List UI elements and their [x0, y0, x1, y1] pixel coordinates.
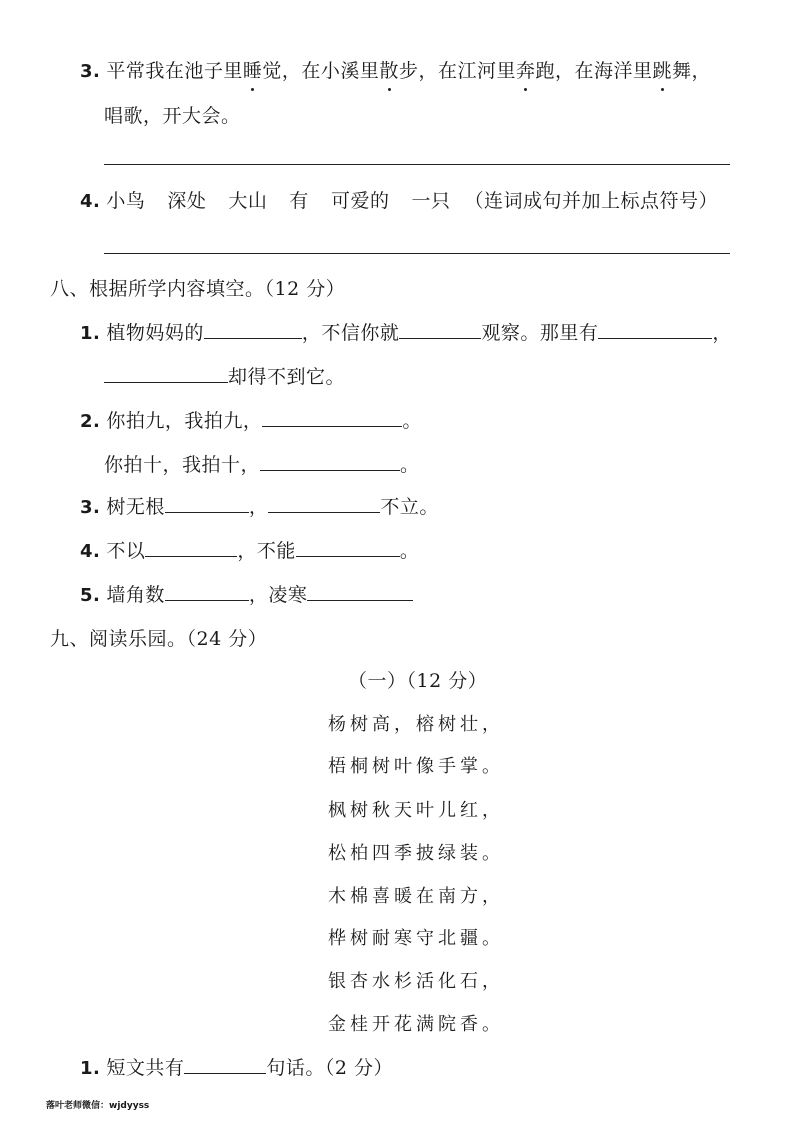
word-tile: 有 [289, 190, 309, 212]
s8-q3-text-c: 不立。 [380, 496, 439, 518]
poem-line: 金桂开花满院香。 [328, 1014, 504, 1035]
s8-q5-text-a: 墙角数 [106, 584, 165, 606]
s9-q1-line [80, 1053, 393, 1080]
fill-blank[interactable] [598, 320, 712, 339]
question-number: 5. [80, 585, 101, 606]
s8-q1-text-a: 植物妈妈的 [106, 322, 204, 344]
fill-blank[interactable] [145, 538, 237, 557]
poem-line: 梧桐树叶像手掌。 [328, 756, 504, 777]
s8-q4-text-a: 不以 [106, 540, 146, 562]
s8-q2-end: 。 [400, 454, 420, 476]
s8-q2-end: 。 [402, 410, 422, 432]
s8-q1-text-d: ， [712, 322, 732, 344]
word-tile: 一只 [411, 190, 451, 212]
word-tile: 小鸟 [106, 190, 146, 212]
s8-q3-text-b: ， [248, 496, 269, 518]
passage-subtitle: （一）（12 分） [348, 670, 488, 692]
q3-dotted-char: 跳 [652, 56, 672, 83]
fill-blank[interactable] [262, 408, 402, 427]
fill-blank[interactable] [165, 582, 249, 601]
s8-q4-text-b: ，不能 [237, 540, 296, 562]
poem-line: 枫树秋天叶儿红， [328, 800, 504, 821]
poem-line: 木棉喜暖在南方， [328, 886, 504, 907]
q4-instruction: （连词成句并加上标点符号） [464, 190, 718, 212]
fill-blank[interactable] [260, 452, 400, 471]
footer-note: 落叶老师微信：wjdyyss [46, 1101, 150, 1111]
poem-line: 银杏水杉活化石， [328, 971, 504, 992]
s9-q1-text-b: 句话。（2 分） [266, 1057, 394, 1079]
question-number: 3. [80, 497, 101, 518]
s8-q4-line [80, 536, 419, 563]
fill-blank[interactable] [204, 320, 302, 339]
q3-line2: 唱歌，开大会。 [104, 105, 241, 127]
q3-dotted-char: 睡 [243, 56, 263, 83]
q4-line [80, 186, 718, 213]
s8-q3-line [80, 492, 439, 519]
poem-line: 桦树耐寒守北疆。 [328, 928, 504, 949]
answer-line[interactable] [104, 164, 730, 165]
q3-dotted-char: 散 [379, 56, 399, 83]
s8-q1-text-c: 观察。那里有 [481, 322, 599, 344]
answer-line[interactable] [104, 253, 730, 254]
s8-q1-line1 [80, 318, 732, 345]
q3-s4: 跑，在海洋里 [535, 60, 653, 82]
word-tile: 大山 [228, 190, 268, 212]
question-number: 1. [80, 323, 101, 344]
question-number: 4. [80, 191, 101, 212]
s8-q3-text-a: 树无根 [106, 496, 165, 518]
fill-blank[interactable] [399, 320, 481, 339]
section9-heading: 九、阅读乐园。（24 分） [50, 628, 268, 650]
s8-q2-line1 [80, 406, 422, 433]
question-number: 1. [80, 1058, 101, 1079]
q3-s1: 平常我在池子里 [106, 60, 243, 82]
q3-s3: 步，在江河里 [398, 60, 516, 82]
s8-q2-text-1: 你拍九，我拍九， [106, 410, 263, 432]
s9-q1-text-a: 短文共有 [106, 1057, 185, 1079]
question-number: 2. [80, 411, 101, 432]
s8-q2-text-2: 你拍十，我拍十， [104, 454, 261, 476]
fill-blank[interactable] [184, 1055, 266, 1074]
s8-q1-line2 [104, 362, 345, 389]
fill-blank[interactable] [165, 494, 249, 513]
fill-blank[interactable] [268, 494, 380, 513]
question-number: 4. [80, 541, 101, 562]
s8-q5-text-b: ，凌寒 [248, 584, 308, 606]
q3-line1 [80, 56, 711, 83]
q3-s5: 舞， [672, 60, 712, 82]
s8-q4-text-c: 。 [399, 540, 420, 562]
question-number: 3. [80, 61, 101, 82]
section8-heading: 八、根据所学内容填空。（12 分） [50, 278, 346, 300]
s8-q5-line [80, 580, 413, 607]
fill-blank[interactable] [296, 538, 400, 557]
s8-q1-text-e: 却得不到它。 [228, 366, 346, 388]
word-tile: 可爱的 [330, 190, 390, 212]
q3-dotted-char: 奔 [516, 56, 536, 83]
poem-line: 杨树高，榕树壮， [328, 714, 504, 735]
fill-blank[interactable] [307, 582, 413, 601]
word-tile: 深处 [167, 190, 207, 212]
q3-s2: 觉，在小溪里 [262, 60, 380, 82]
s8-q2-line2 [104, 450, 420, 477]
fill-blank[interactable] [104, 364, 228, 383]
poem-line: 松柏四季披绿装。 [328, 843, 504, 864]
s8-q1-text-b: ，不信你就 [301, 322, 400, 344]
